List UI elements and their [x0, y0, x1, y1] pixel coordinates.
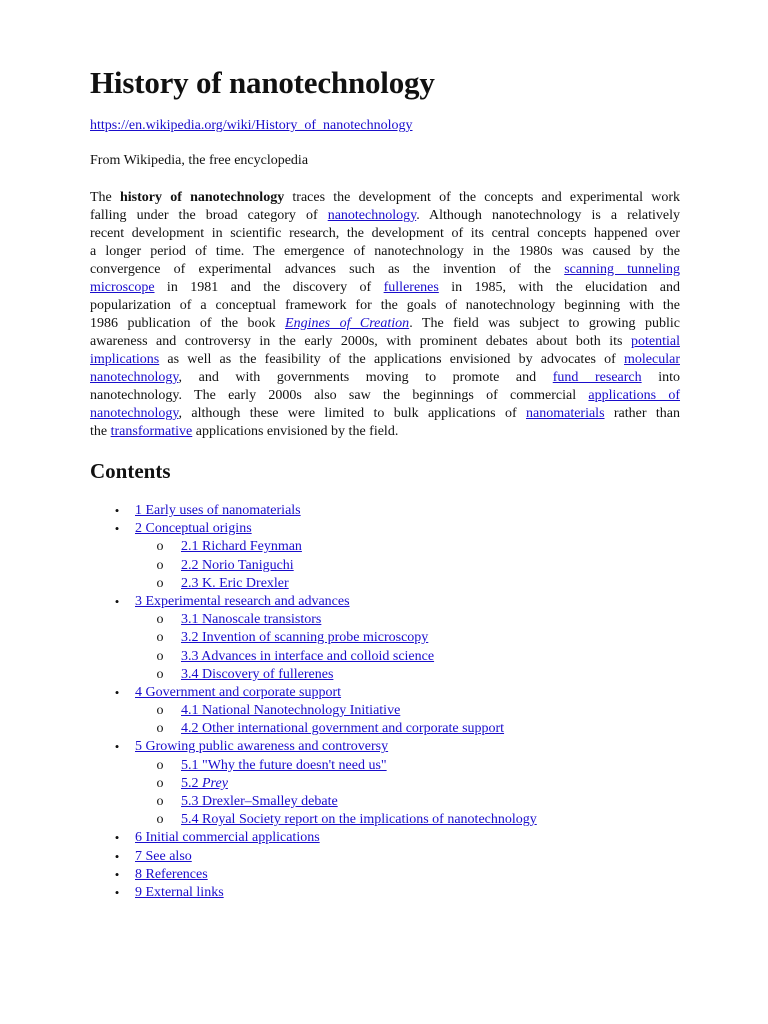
toc-link[interactable] — [135, 521, 252, 536]
contents-heading: Contents — [90, 459, 171, 483]
toc-item — [90, 829, 537, 847]
circle-bullet-icon: o — [156, 539, 164, 555]
intro-text: awareness and controversy in the early 2000s, with prominent debates about both its — [90, 334, 631, 349]
toc-link-label: 2.3 K. Eric Drexler — [181, 575, 289, 591]
tagline: From Wikipedia, the free encyclopedia — [90, 153, 309, 168]
intro-text: the — [90, 424, 111, 439]
toc-link-label: 2.1 Richard Feynman — [181, 539, 302, 555]
toc-item — [90, 520, 537, 538]
toc-link-label: 4.2 Other international government and corporate support — [181, 721, 505, 737]
intro-line — [90, 351, 680, 369]
toc-item — [90, 557, 537, 575]
toc-item — [90, 502, 537, 520]
link-fullerenes[interactable]: fullerenes — [383, 280, 439, 295]
toc-item — [90, 648, 537, 666]
intro-text: falling under the broad category of — [90, 208, 328, 223]
circle-bullet-icon: o — [156, 557, 164, 573]
intro-line — [90, 387, 680, 405]
toc-item — [90, 538, 537, 556]
source-url-link[interactable]: https://en.wikipedia.org/wiki/History_of_nanotechnology — [90, 118, 413, 133]
toc-link-label: 3.3 Advances in interface and colloid science — [181, 648, 435, 664]
toc-link-label: 4 Government and corporate support — [135, 684, 342, 700]
intro-text: traces the development of the concepts and experimental work — [284, 190, 680, 205]
link-fund-research[interactable]: fund research — [552, 370, 642, 385]
intro-text: The — [90, 190, 120, 205]
toc-link-label: 3.1 Nanoscale transistors — [181, 612, 322, 628]
toc-item — [90, 720, 537, 738]
toc-link[interactable] — [181, 539, 302, 554]
toc-link[interactable] — [181, 794, 338, 809]
toc-item — [90, 702, 537, 720]
link-scanning-tunneling-microscope[interactable]: microscope — [90, 280, 155, 295]
toc-link[interactable] — [181, 612, 321, 627]
toc-link-label: 5.1 "Why the future doesn't need us" — [181, 757, 387, 773]
toc-link[interactable] — [181, 703, 400, 718]
intro-text: convergence of experimental advances such as the invention of the — [90, 262, 565, 277]
toc-link-label: 5.4 Royal Society report on the implications of nanotechnology — [181, 812, 537, 828]
toc-link[interactable] — [135, 849, 192, 864]
bullet-icon: • — [114, 848, 120, 864]
bullet-icon: • — [114, 593, 120, 609]
intro-text: as well as the feasibility of the applications envisioned by advocates of — [159, 352, 625, 367]
link-scanning-tunneling-microscope[interactable]: scanning tunneling — [564, 262, 680, 277]
link-molecular-nanotechnology[interactable]: nanotechnology — [90, 370, 179, 385]
intro-line — [90, 207, 680, 225]
toc-link-label: 4.1 National Nanotechnology Initiative — [181, 703, 401, 719]
toc-link-label: 7 See also — [135, 848, 192, 864]
circle-bullet-icon: o — [156, 775, 164, 791]
intro-bold-term: history of nanotechnology — [119, 190, 285, 205]
link-applications-of-nanotechnology[interactable]: applications of — [588, 388, 681, 403]
link-potential-implications[interactable]: potential — [631, 334, 680, 349]
intro-text: in 1981 and the discovery of — [154, 280, 384, 295]
toc-item — [90, 884, 537, 902]
toc-link[interactable] — [181, 667, 333, 682]
toc-link-label: 5.3 Drexler–Smalley debate — [181, 794, 338, 809]
link-molecular-nanotechnology[interactable]: molecular — [624, 352, 680, 367]
intro-line — [90, 423, 680, 441]
intro-line — [90, 405, 680, 423]
intro-line — [90, 261, 680, 279]
toc-item — [90, 629, 537, 647]
intro-line — [90, 279, 680, 297]
link-potential-implications[interactable]: implications — [90, 352, 160, 367]
circle-bullet-icon: o — [156, 648, 164, 664]
toc-link-label: 6 Initial commercial applications — [135, 830, 320, 846]
intro-text: , although these were limited to bulk applications of — [178, 406, 526, 421]
toc-link[interactable] — [181, 576, 289, 591]
intro-line: popularization of a conceptual framework for the goals of nanotechnology beginning with the — [90, 298, 680, 313]
intro-paragraph — [90, 189, 680, 441]
toc-item — [90, 593, 537, 611]
circle-bullet-icon: o — [156, 757, 164, 773]
link-nanomaterials[interactable]: nanomaterials — [526, 406, 605, 421]
toc-link-label: 2 Conceptual origins — [135, 521, 252, 537]
intro-text: nanotechnology. The early 2000s also saw the beginnings of commercial — [90, 388, 589, 403]
page-title: History of nanotechnology — [90, 65, 435, 100]
toc-link[interactable] — [135, 685, 341, 700]
toc-link[interactable] — [181, 630, 428, 645]
bullet-icon: • — [114, 830, 120, 846]
intro-line — [90, 189, 680, 207]
link-applications-of-nanotechnology[interactable]: nanotechnology — [90, 406, 179, 421]
toc-link[interactable] — [181, 812, 537, 827]
intro-text: rather than — [604, 406, 681, 421]
intro-line — [90, 369, 680, 387]
toc-link-italic: Prey — [202, 775, 228, 791]
intro-text: , and with governments moving to promote and — [178, 370, 553, 385]
intro-line: a longer period of time. The emergence of nanotechnology in the 1980s was caused by the — [90, 244, 680, 259]
circle-bullet-icon: o — [156, 575, 164, 591]
toc-link-label: 8 References — [135, 866, 208, 882]
toc-link-label: 3 Experimental research and advances — [135, 593, 350, 609]
table-of-contents — [90, 502, 537, 902]
link-engines-of-creation[interactable] — [285, 316, 409, 331]
toc-link-label: 5 Growing public awareness and controversy — [135, 739, 389, 755]
intro-italic-link: Engines of Creation — [285, 316, 410, 331]
toc-link-label: 1 Early uses of nanomaterials — [135, 503, 301, 518]
intro-text: into — [641, 370, 680, 385]
toc-item — [90, 866, 537, 884]
toc-link[interactable] — [181, 558, 294, 573]
circle-bullet-icon: o — [156, 721, 164, 737]
toc-link[interactable] — [135, 867, 208, 882]
toc-item — [90, 848, 537, 866]
bullet-icon: • — [114, 503, 120, 518]
circle-bullet-icon: o — [156, 666, 164, 682]
intro-line — [90, 315, 680, 333]
toc-item — [90, 666, 537, 684]
toc-item — [90, 611, 537, 629]
intro-text: applications envisioned by the field. — [192, 424, 399, 439]
toc-link[interactable] — [135, 830, 320, 845]
circle-bullet-icon: o — [156, 703, 164, 719]
link-nanotechnology[interactable]: nanotechnology — [327, 208, 417, 223]
toc-link[interactable] — [135, 739, 388, 754]
intro-line — [90, 333, 680, 351]
circle-bullet-icon: o — [156, 812, 164, 828]
toc-link-label: 3.4 Discovery of fullerenes — [181, 666, 334, 682]
toc-link[interactable] — [181, 721, 504, 736]
intro-text: 1986 publication of the book — [90, 316, 286, 331]
toc-link[interactable] — [181, 776, 228, 791]
toc-item — [90, 811, 537, 829]
toc-link-label: 3.2 Invention of scanning probe microscopy — [181, 630, 429, 646]
link-transformative[interactable]: transformative — [110, 424, 193, 439]
toc-item — [90, 793, 537, 811]
toc-link[interactable] — [181, 649, 434, 664]
bullet-icon: • — [114, 684, 120, 700]
toc-link[interactable] — [135, 885, 224, 900]
bullet-icon: • — [114, 739, 120, 755]
circle-bullet-icon: o — [156, 630, 164, 646]
toc-item — [90, 684, 537, 702]
intro-line: recent development in scientific research, the development of its central concepts happened over — [90, 226, 680, 241]
toc-link[interactable] — [135, 503, 301, 518]
intro-text: . The field was subject to growing public — [409, 316, 680, 331]
toc-link[interactable] — [181, 758, 387, 773]
intro-text: in 1985, with the elucidation and — [438, 280, 681, 295]
toc-link-label: 2.2 Norio Taniguchi — [181, 557, 294, 573]
circle-bullet-icon: o — [156, 794, 164, 809]
toc-item — [90, 757, 537, 775]
source-url-line — [90, 117, 412, 135]
toc-link-label: 5.2 — [181, 775, 202, 791]
toc-item — [90, 738, 537, 756]
circle-bullet-icon: o — [156, 612, 164, 628]
bullet-icon: • — [114, 884, 120, 900]
toc-item — [90, 575, 537, 593]
toc-link[interactable] — [135, 594, 350, 609]
bullet-icon: • — [114, 866, 120, 882]
bullet-icon: • — [114, 521, 120, 537]
intro-text: . Although nanotechnology is a relatively — [416, 208, 681, 223]
toc-link-label: 9 External links — [135, 884, 224, 900]
toc-item — [90, 775, 537, 793]
